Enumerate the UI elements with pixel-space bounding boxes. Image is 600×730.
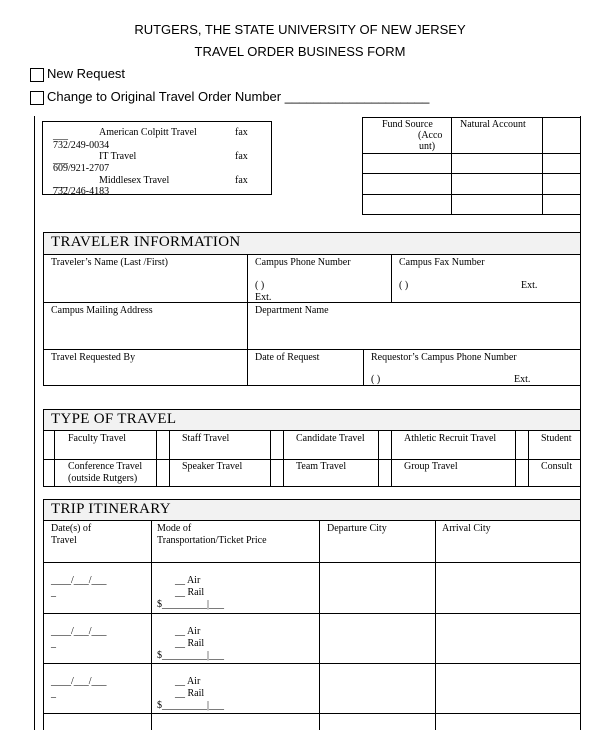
type-of-travel-section bbox=[43, 409, 580, 487]
campus-fax-areacode[interactable]: ( ) bbox=[399, 280, 409, 291]
form-university-title: RUTGERS, THE STATE UNIVERSITY OF NEW JERSEY bbox=[134, 22, 466, 37]
agency-phone: 732/249-0034 bbox=[53, 140, 110, 151]
agency-name: Middlesex Travel bbox=[99, 175, 170, 186]
department-name-field[interactable] bbox=[253, 318, 573, 346]
campus-fax-label: Campus Fax Number bbox=[399, 257, 485, 268]
requested-by-label: Travel Requested By bbox=[51, 352, 136, 363]
ticket-price-field[interactable]: $_________|___ bbox=[157, 650, 225, 661]
department-name-label: Department Name bbox=[255, 305, 329, 316]
requestor-phone-areacode[interactable]: ( ) bbox=[371, 374, 381, 385]
conference-travel-option[interactable]: Conference Travel bbox=[68, 461, 143, 472]
requestor-phone-label: Requestor’s Campus Phone Number bbox=[371, 352, 517, 363]
athletic-recruit-travel-option[interactable]: Athletic Recruit Travel bbox=[404, 433, 497, 444]
travel-date-field[interactable]: ____/___/___ bbox=[51, 626, 107, 637]
agency-fax-label: fax bbox=[235, 151, 248, 162]
dates-header-2: Travel bbox=[51, 535, 77, 546]
air-option[interactable]: __ Air bbox=[175, 575, 201, 586]
agency-blank[interactable]: ___ bbox=[53, 154, 68, 165]
arrival-city-header: Arrival City bbox=[442, 523, 491, 534]
fund-source-header: Fund Source bbox=[382, 119, 433, 130]
air-option[interactable]: __ Air bbox=[175, 626, 201, 637]
mode-header-2: Transportation/Ticket Price bbox=[157, 535, 267, 546]
traveler-name-label: Traveler’s Name (Last /First) bbox=[51, 257, 168, 268]
rail-option[interactable]: __ Rail bbox=[175, 587, 205, 598]
agency-blank[interactable]: ___ bbox=[53, 178, 68, 189]
requested-by-field[interactable] bbox=[47, 364, 243, 384]
trip-itinerary-section bbox=[43, 499, 580, 730]
page-right-border bbox=[580, 116, 581, 730]
fund-source-header-2: (Acco bbox=[418, 130, 443, 141]
agency-phone: 609/921-2707 bbox=[53, 163, 110, 174]
rail-option[interactable]: __ Rail bbox=[175, 638, 205, 649]
fund-account-table bbox=[362, 117, 580, 215]
page-left-border bbox=[34, 116, 35, 730]
natural-account-header: Natural Account bbox=[460, 119, 526, 130]
type-of-travel-title: TYPE OF TRAVEL bbox=[51, 411, 177, 427]
conference-travel-note: (outside Rutgers) bbox=[68, 473, 138, 484]
campus-phone-ext[interactable]: Ext. bbox=[255, 292, 272, 303]
air-option[interactable]: __ Air bbox=[175, 676, 201, 687]
travel-date-extra: _ bbox=[51, 638, 56, 649]
change-request-checkbox[interactable] bbox=[30, 91, 44, 105]
travel-date-field[interactable]: ____/___/___ bbox=[51, 676, 107, 687]
traveler-info-section bbox=[43, 232, 580, 386]
speaker-travel-option[interactable]: Speaker Travel bbox=[182, 461, 243, 472]
agency-fax-label: fax bbox=[235, 175, 248, 186]
travel-agencies-box bbox=[42, 121, 272, 195]
candidate-travel-option[interactable]: Candidate Travel bbox=[296, 433, 365, 444]
mode-header: Mode of bbox=[157, 523, 192, 534]
agency-fax-label: fax bbox=[235, 127, 248, 138]
change-request-label: Change to Original Travel Order Number ____________________ bbox=[47, 89, 430, 104]
agency-phone: 732/246-4183 bbox=[53, 186, 110, 195]
form-title: TRAVEL ORDER BUSINESS FORM bbox=[194, 44, 406, 59]
traveler-info-title: TRAVELER INFORMATION bbox=[51, 234, 241, 250]
staff-travel-option[interactable]: Staff Travel bbox=[182, 433, 230, 444]
rail-option[interactable]: __ Rail bbox=[175, 688, 205, 699]
consultant-travel-option[interactable]: Consult bbox=[541, 461, 573, 472]
date-of-request-field[interactable] bbox=[253, 364, 359, 384]
dates-header: Date(s) of bbox=[51, 523, 92, 534]
group-travel-option[interactable]: Group Travel bbox=[404, 461, 458, 472]
requestor-phone-ext[interactable]: Ext. bbox=[514, 374, 531, 385]
ticket-price-field[interactable]: $_________|___ bbox=[157, 599, 225, 610]
new-request-checkbox[interactable] bbox=[30, 68, 44, 82]
traveler-name-field[interactable] bbox=[47, 270, 243, 300]
new-request-label: New Request bbox=[47, 66, 126, 81]
travel-date-field[interactable]: ____/___/___ bbox=[51, 575, 107, 586]
mailing-address-label: Campus Mailing Address bbox=[51, 305, 153, 316]
departure-city-header: Departure City bbox=[327, 523, 387, 534]
agency-blank[interactable]: ___ bbox=[53, 130, 68, 141]
campus-fax-ext[interactable]: Ext. bbox=[521, 280, 538, 291]
faculty-travel-option[interactable]: Faculty Travel bbox=[68, 433, 127, 444]
date-of-request-label: Date of Request bbox=[255, 352, 320, 363]
travel-date-extra: _ bbox=[51, 587, 56, 598]
campus-phone-areacode[interactable]: ( ) bbox=[255, 280, 265, 291]
agency-name: American Colpitt Travel bbox=[99, 127, 197, 138]
fund-source-header-3: unt) bbox=[419, 141, 436, 152]
travel-date-extra: _ bbox=[51, 688, 56, 699]
ticket-price-field[interactable]: $_________|___ bbox=[157, 700, 225, 711]
agency-name: IT Travel bbox=[99, 151, 137, 162]
trip-itinerary-title: TRIP ITINERARY bbox=[51, 501, 171, 517]
campus-phone-label: Campus Phone Number bbox=[255, 257, 351, 268]
student-travel-option[interactable]: Student bbox=[541, 433, 572, 444]
mailing-address-field[interactable] bbox=[47, 318, 243, 346]
team-travel-option[interactable]: Team Travel bbox=[296, 461, 347, 472]
